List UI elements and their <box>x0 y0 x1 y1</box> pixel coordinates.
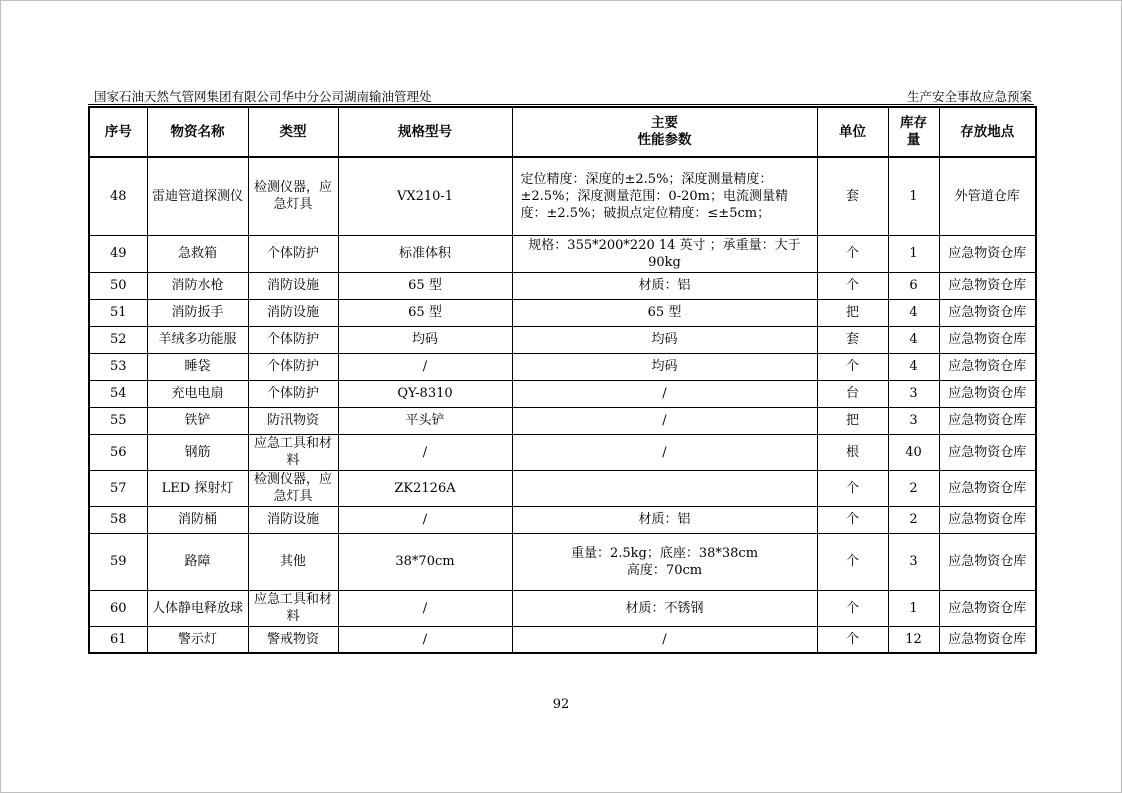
cell-type: 防汛物资 <box>248 407 338 434</box>
cell-name: 警示灯 <box>147 626 248 653</box>
page-number: 92 <box>552 697 570 712</box>
cell-location: 应急物资仓库 <box>939 299 1036 326</box>
cell-unit: 个 <box>817 590 888 626</box>
cell-type: 检测仪器，应急灯具 <box>248 157 338 235</box>
cell-unit: 把 <box>817 407 888 434</box>
cell-params: / <box>512 380 817 407</box>
organization-name: 国家石油天然气管网集团有限公司华中分公司湖南输油管理处 <box>94 89 432 104</box>
cell-qty: 12 <box>888 626 939 653</box>
cell-qty: 3 <box>888 380 939 407</box>
cell-model: 65 型 <box>338 299 512 326</box>
table-row <box>89 407 1036 434</box>
cell-type: 个体防护 <box>248 353 338 380</box>
cell-name: 羊绒多功能服 <box>147 326 248 353</box>
cell-model: 65 型 <box>338 272 512 299</box>
cell-seq: 56 <box>89 434 147 470</box>
cell-unit: 个 <box>817 470 888 506</box>
cell-location: 应急物资仓库 <box>939 272 1036 299</box>
cell-qty: 1 <box>888 235 939 272</box>
cell-seq: 49 <box>89 235 147 272</box>
cell-qty: 4 <box>888 326 939 353</box>
cell-type: 消防设施 <box>248 272 338 299</box>
cell-qty: 40 <box>888 434 939 470</box>
column-header-unit: 单位 <box>817 107 888 157</box>
cell-type: 个体防护 <box>248 235 338 272</box>
cell-type: 个体防护 <box>248 326 338 353</box>
cell-name: 人体静电释放球 <box>147 590 248 626</box>
cell-qty: 1 <box>888 157 939 235</box>
cell-location: 应急物资仓库 <box>939 470 1036 506</box>
cell-unit: 台 <box>817 380 888 407</box>
cell-model: 标准体积 <box>338 235 512 272</box>
cell-model: 平头铲 <box>338 407 512 434</box>
cell-unit: 套 <box>817 157 888 235</box>
cell-params: / <box>512 626 817 653</box>
table-row <box>89 326 1036 353</box>
cell-qty: 3 <box>888 407 939 434</box>
cell-name: 睡袋 <box>147 353 248 380</box>
column-header-type: 类型 <box>248 107 338 157</box>
cell-params: / <box>512 434 817 470</box>
cell-unit: 个 <box>817 626 888 653</box>
cell-location: 应急物资仓库 <box>939 506 1036 533</box>
document-title: 生产安全事故应急预案 <box>906 89 1032 104</box>
cell-unit: 个 <box>817 272 888 299</box>
cell-unit: 个 <box>817 353 888 380</box>
table-row <box>89 626 1036 653</box>
cell-qty: 2 <box>888 506 939 533</box>
column-header-location: 存放地点 <box>939 107 1036 157</box>
cell-qty: 3 <box>888 533 939 590</box>
cell-params: 均码 <box>512 326 817 353</box>
page-header <box>88 86 1034 105</box>
cell-params: 材质：铝 <box>512 272 817 299</box>
cell-qty: 1 <box>888 590 939 626</box>
cell-location: 应急物资仓库 <box>939 326 1036 353</box>
cell-model: / <box>338 590 512 626</box>
cell-params-line2: 高度：70cm <box>626 562 703 578</box>
column-header-model: 规格型号 <box>338 107 512 157</box>
table-row <box>89 434 1036 470</box>
cell-location: 应急物资仓库 <box>939 353 1036 380</box>
cell-model: 38*70cm <box>338 533 512 590</box>
table-row <box>89 272 1036 299</box>
table-row <box>89 235 1036 272</box>
cell-type: 消防设施 <box>248 506 338 533</box>
cell-location: 应急物资仓库 <box>939 380 1036 407</box>
column-header-params-line1: 主要 <box>651 115 678 131</box>
cell-type: 个体防护 <box>248 380 338 407</box>
cell-unit: 套 <box>817 326 888 353</box>
cell-name: 消防水枪 <box>147 272 248 299</box>
cell-model: / <box>338 506 512 533</box>
cell-params: 规格：355*200*220 14 英寸 ；承重量：大于 90kg <box>512 235 817 272</box>
cell-name: 急救箱 <box>147 235 248 272</box>
cell-params: / <box>512 407 817 434</box>
cell-qty: 4 <box>888 299 939 326</box>
cell-model: 均码 <box>338 326 512 353</box>
cell-qty: 2 <box>888 470 939 506</box>
cell-seq: 53 <box>89 353 147 380</box>
cell-type: 应急工具和材料 <box>248 434 338 470</box>
cell-type: 应急工具和材料 <box>248 590 338 626</box>
cell-seq: 59 <box>89 533 147 590</box>
cell-unit: 个 <box>817 506 888 533</box>
cell-qty: 4 <box>888 353 939 380</box>
cell-location: 应急物资仓库 <box>939 533 1036 590</box>
table-row <box>89 506 1036 533</box>
cell-params <box>512 470 817 506</box>
cell-location: 应急物资仓库 <box>939 434 1036 470</box>
table-row <box>89 470 1036 506</box>
cell-model: / <box>338 626 512 653</box>
cell-name: 路障 <box>147 533 248 590</box>
column-header-qty-line1: 库存 <box>900 115 927 131</box>
cell-seq: 61 <box>89 626 147 653</box>
column-header-params <box>512 107 817 157</box>
cell-location: 应急物资仓库 <box>939 590 1036 626</box>
cell-qty: 6 <box>888 272 939 299</box>
cell-type: 消防设施 <box>248 299 338 326</box>
cell-unit: 个 <box>817 533 888 590</box>
cell-seq: 55 <box>89 407 147 434</box>
cell-type: 警戒物资 <box>248 626 338 653</box>
cell-seq: 54 <box>89 380 147 407</box>
cell-model: ZK2126A <box>338 470 512 506</box>
cell-model: / <box>338 434 512 470</box>
column-header-seq: 序号 <box>89 107 147 157</box>
cell-seq: 60 <box>89 590 147 626</box>
column-header-qty-line2: 量 <box>906 132 921 148</box>
cell-params: 65 型 <box>512 299 817 326</box>
cell-params-line1: 重量：2.5kg；底座：38*38cm <box>570 545 759 561</box>
table-row <box>89 353 1036 380</box>
table-header-row <box>89 107 1036 157</box>
cell-params: 定位精度：深度的±2.5%；深度测量精度：±2.5%；深度测量范围：0-20m；电流测量精度：±2.5%；破损点定位精度：≤±5cm； <box>512 157 817 235</box>
cell-params: 材质：铝 <box>512 506 817 533</box>
cell-unit: 把 <box>817 299 888 326</box>
table-row <box>89 380 1036 407</box>
cell-type: 其他 <box>248 533 338 590</box>
cell-seq: 58 <box>89 506 147 533</box>
cell-seq: 50 <box>89 272 147 299</box>
table-row <box>89 157 1036 235</box>
cell-params: 均码 <box>512 353 817 380</box>
table-row <box>89 533 1036 590</box>
column-header-params-line2: 性能参数 <box>637 132 692 148</box>
cell-name: LED 探射灯 <box>147 470 248 506</box>
cell-unit: 个 <box>817 235 888 272</box>
cell-location: 外管道仓库 <box>939 157 1036 235</box>
table-row <box>89 590 1036 626</box>
cell-location: 应急物资仓库 <box>939 626 1036 653</box>
cell-seq: 57 <box>89 470 147 506</box>
cell-seq: 48 <box>89 157 147 235</box>
table-row <box>89 299 1036 326</box>
cell-params <box>512 533 817 590</box>
cell-seq: 52 <box>89 326 147 353</box>
cell-seq: 51 <box>89 299 147 326</box>
cell-type: 检测仪器，应急灯具 <box>248 470 338 506</box>
inventory-table <box>88 106 1037 654</box>
cell-name: 钢筋 <box>147 434 248 470</box>
cell-name: 消防桶 <box>147 506 248 533</box>
cell-model: / <box>338 353 512 380</box>
cell-name: 雷迪管道探测仪 <box>147 157 248 235</box>
column-header-qty <box>888 107 939 157</box>
cell-model: QY-8310 <box>338 380 512 407</box>
cell-name: 铁铲 <box>147 407 248 434</box>
column-header-name: 物资名称 <box>147 107 248 157</box>
cell-params: 材质：不锈钢 <box>512 590 817 626</box>
cell-name: 消防扳手 <box>147 299 248 326</box>
cell-location: 应急物资仓库 <box>939 235 1036 272</box>
cell-unit: 根 <box>817 434 888 470</box>
cell-location: 应急物资仓库 <box>939 407 1036 434</box>
cell-model: VX210-1 <box>338 157 512 235</box>
cell-name: 充电电扇 <box>147 380 248 407</box>
